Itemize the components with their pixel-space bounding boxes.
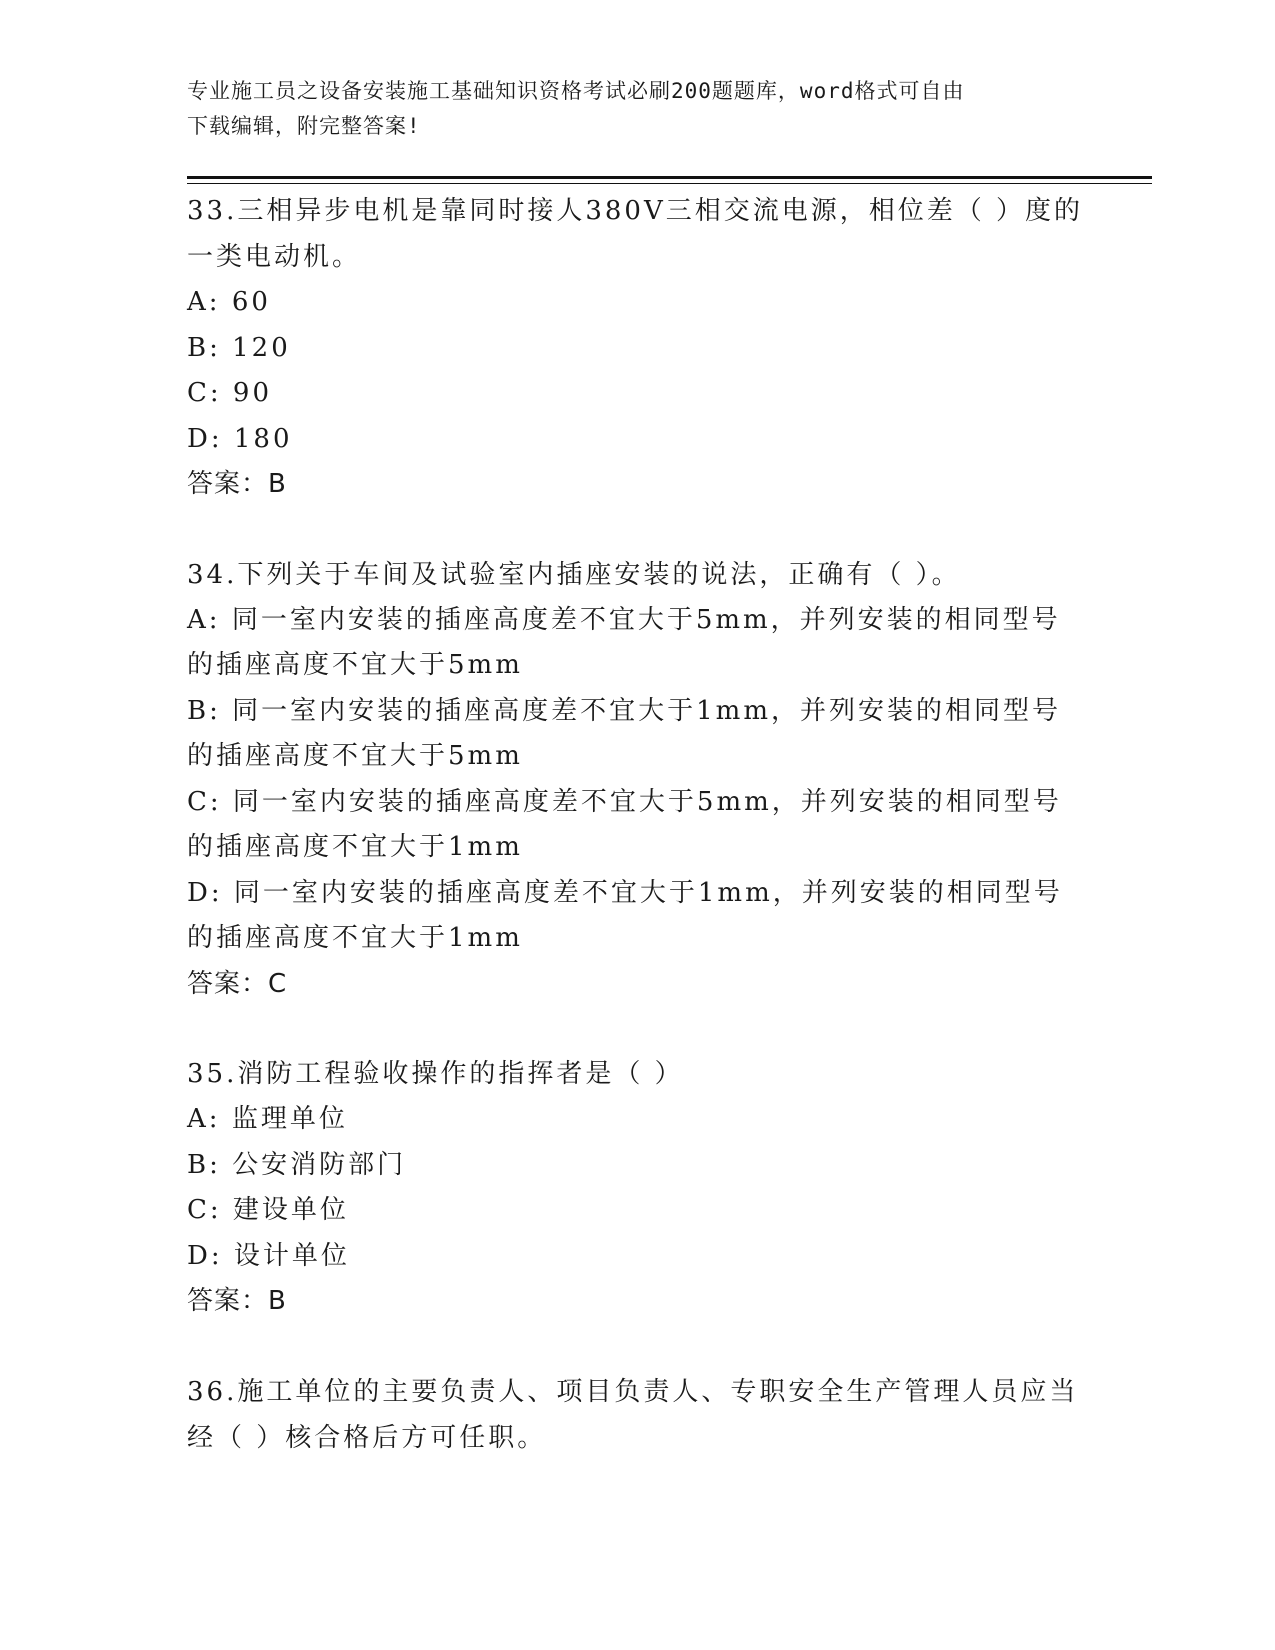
document-header [187,74,1087,144]
header-line-1: 专业施工员之设备安装施工基础知识资格考试必刷200题题库，word格式可自由 [187,79,965,103]
option-d [187,417,1087,463]
question-stem: 35.消防工程验收操作的指挥者是（ ） [187,1059,684,1089]
option-key: C: [187,378,222,408]
option-a [187,1097,1087,1143]
option-text: 同一室内安装的插座高度差不宜大于1mm，并列安装的相同型号的插座高度不宜大于1mm [187,877,1063,953]
option-text: 120 [232,332,291,363]
question-list [187,188,1087,1505]
option-text: 设计单位 [233,1240,350,1271]
header-divider-thin [187,183,1152,184]
option-key: C: [187,786,222,817]
answer-line: 答案：B [187,1286,287,1316]
option-key: B: [187,332,221,363]
question-34 [187,552,1087,1008]
option-c [187,1188,1087,1234]
option-a [187,280,1087,326]
question-36 [187,1369,1087,1461]
option-c [187,371,1087,417]
question-stem: 34.下列关于车间及试验室内插座安装的说法，正确有（ ）。 [187,559,961,590]
option-text: 90 [232,378,273,408]
answer-line: 答案：B [187,469,287,499]
option-c [187,780,1087,871]
option-key: D: [187,1240,223,1271]
option-a [187,598,1087,689]
option-text: 监理单位 [231,1104,348,1134]
question-33 [187,188,1087,508]
question-35 [187,1051,1087,1325]
answer-line: 答案：C [187,968,288,999]
option-b [187,689,1087,780]
option-text: 同一室内安装的插座高度差不宜大于1mm，并列安装的相同型号的插座高度不宜大于5mm [187,695,1061,771]
question-stem: 36.施工单位的主要负责人、项目负责人、专职安全生产管理人员应当经（ ）核合格后方可任职。 [187,1376,1079,1453]
question-stem: 33.三相异步电机是靠同时接人380V三相交流电源，相位差（ ）度的一类电动机。 [187,196,1084,272]
header-divider-thick [187,176,1152,179]
option-b [187,1143,1087,1189]
option-key: C: [187,1195,222,1225]
option-text: 60 [231,287,271,317]
option-b [187,326,1087,372]
header-line-2: 下载编辑，附完整答案! [187,114,421,138]
option-d [187,871,1087,962]
option-text: 同一室内安装的插座高度差不宜大于5mm，并列安装的相同型号的插座高度不宜大于1mm [187,786,1062,862]
option-key: D: [187,423,223,454]
option-key: B: [187,1149,221,1180]
option-text: 同一室内安装的插座高度差不宜大于5mm，并列安装的相同型号的插座高度不宜大于5mm [187,604,1061,680]
option-key: A: [187,604,221,635]
option-text: 180 [233,423,293,454]
option-key: A: [187,287,221,317]
option-d [187,1234,1087,1280]
option-text: 建设单位 [232,1195,349,1225]
option-text: 公安消防部门 [232,1149,407,1180]
option-key: D: [187,877,223,908]
option-key: B: [187,695,221,726]
option-key: A: [187,1104,221,1134]
